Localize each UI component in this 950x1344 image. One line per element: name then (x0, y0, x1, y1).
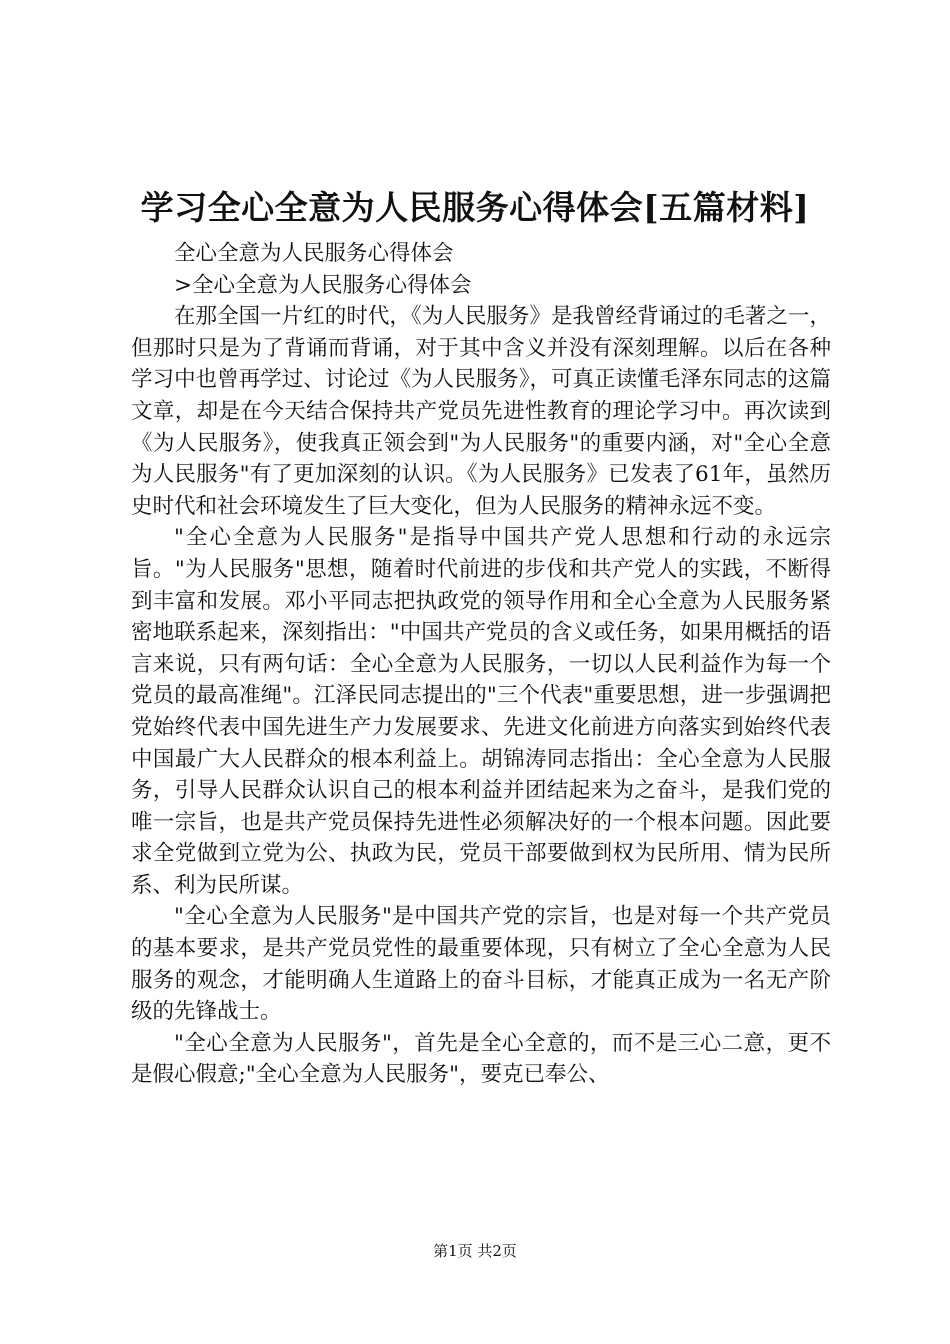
document-title: 学习全心全意为人民服务心得体会[五篇材料] (140, 188, 810, 227)
subtitle-paragraph: 全心全意为人民服务心得体会 (174, 241, 454, 266)
body-paragraph: "全心全意为人民服务"，首先是全心全意的，而不是三心二意，更不是假心假意;"全心全意为人民服务"，要克已奉公、 (131, 1030, 831, 1088)
page-footer: 第1页 共2页 (433, 1242, 517, 1260)
document-body (131, 238, 831, 1091)
body-paragraph: 在那全国一片红的时代，《为人民服务》是我曾经背诵过的毛著之一，但那时只是为了背诵而背诵，对于其中含义并没有深刻理解。以后在各种学习中也曾再学过、讨论过《为人民服务》，可真正读懂毛泽东同志的这篇文章，却是在今天结合保持共产党员先进性教育的理论学习中。再次读到《为人民服务》，使我真正领会到"为人民服务"的重要内涵，对"全心全意为人民服务"有了更加深刻的认识。《为人民服务》已发表了61年，虽然历史时代和社会环境发生了巨大变化，但为人民服务的精神永远不变。 (131, 304, 831, 519)
body-paragraph: "全心全意为人民服务"是指导中国共产党人思想和行动的永远宗旨。"为人民服务"思想，随着时代前进的步伐和共产党人的实践，不断得到丰富和发展。邓小平同志把执政党的领导作用和全心全意为人民服务紧密地联系起来，深刻指出："中国共产党员的含义或任务，如果用概括的语言来说，只有两句话：全心全意为人民服务，一切以人民利益作为每一个党员的最高准绳"。江泽民同志提出的"三个代表"重要思想，进一步强调把党始终代表中国先进生产力发展要求、先进文化前进方向落实到始终代表中国最广大人民群众的根本利益上。胡锦涛同志指出：全心全意为人民服务，引导人民群众认识自己的根本利益并团结起来为之奋斗，是我们党的唯一宗旨，也是共产党员保持先进性必须解决好的一个根本问题。因此要求全党做到立党为公、执政为民，党员干部要做到权为民所用、情为民所系、利为民所谋。 (131, 525, 831, 898)
body-paragraph: "全心全意为人民服务"是中国共产党的宗旨，也是对每一个共产党员的基本要求，是共产党员党性的最重要体现，只有树立了全心全意为人民服务的观念，才能明确人生道路上的奋斗目标，才能真正成为一名无产阶级的先锋战士。 (131, 904, 831, 1025)
subheading-paragraph: >全心全意为人民服务心得体会 (174, 272, 472, 298)
